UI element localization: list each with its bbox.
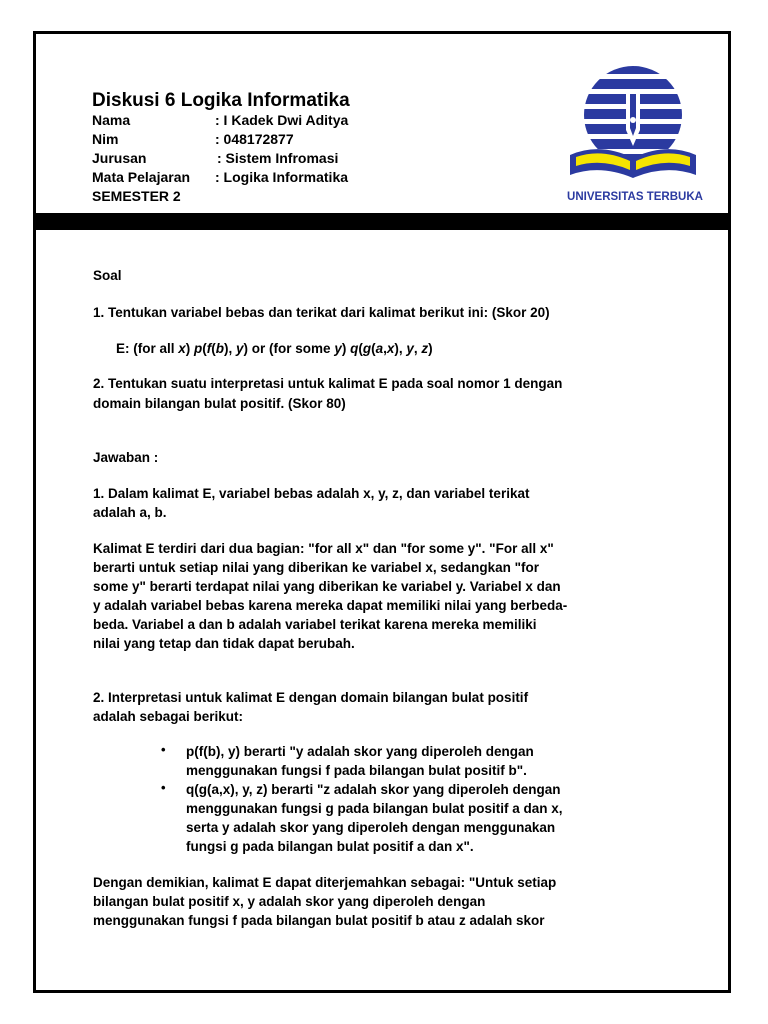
universitas-terbuka-logo bbox=[560, 60, 710, 206]
jawaban-heading: Jawaban : bbox=[93, 450, 159, 465]
logo-wordmark: UNIVERSITAS TERBUKA bbox=[567, 191, 703, 203]
explanation-line-3: some y" berarti terdapat nilai yang diberikan ke variabel y. Variabel x dan bbox=[93, 579, 561, 594]
soal-heading: Soal bbox=[93, 268, 122, 283]
logo-emblem-icon bbox=[560, 60, 710, 206]
explanation-line-1: Kalimat E terdiri dari dua bagian: "for all x" dan "for some y". "For all x" bbox=[93, 541, 554, 556]
field-label-nim: Nim bbox=[92, 131, 119, 147]
explanation-line-2: berarti untuk setiap nilai yang diberikan ke variabel x, sedangkan "for bbox=[93, 560, 540, 575]
bullet-2-line-3: serta y adalah skor yang diperoleh dengan menggunakan bbox=[186, 820, 556, 835]
field-label-mata-pelajaran: Mata Pelajaran bbox=[92, 169, 191, 185]
formula-e: E: (for all x) p(f(b), y) or (for some y) q(g(a,x), y, z) bbox=[116, 341, 433, 356]
question-2-line-1: 2. Tentukan suatu interpretasi untuk kalimat E pada soal nomor 1 dengan bbox=[93, 376, 563, 391]
field-value-nama: : I Kadek Dwi Aditya bbox=[215, 112, 349, 128]
question-2-line-2: domain bilangan bulat positif. (Skor 80) bbox=[93, 396, 346, 411]
closing-line-2: bilangan bulat positif x, y adalah skor yang diperoleh dengan bbox=[93, 894, 486, 909]
question-1: 1. Tentukan variabel bebas dan terikat dari kalimat berikut ini: (Skor 20) bbox=[93, 305, 550, 320]
explanation-line-5: beda. Variabel a dan b adalah variabel terikat karena mereka memiliki bbox=[93, 617, 537, 632]
field-value-jurusan: : Sistem Infromasi bbox=[217, 150, 339, 166]
bullet-marker: • bbox=[161, 742, 166, 757]
field-label-nama: Nama bbox=[92, 112, 131, 128]
semester-label: SEMESTER 2 bbox=[92, 188, 181, 204]
header-divider-bar bbox=[33, 213, 731, 230]
explanation-line-6: nilai yang tetap dan tidak dapat berubah. bbox=[93, 636, 355, 651]
student-info bbox=[92, 112, 392, 212]
document-title: Diskusi 6 Logika Informatika bbox=[92, 90, 350, 111]
field-label-jurusan: Jurusan bbox=[92, 150, 147, 166]
field-value-mata-pelajaran: : Logika Informatika bbox=[215, 169, 349, 185]
answer-2-line-1: 2. Interpretasi untuk kalimat E dengan domain bilangan bulat positif bbox=[93, 690, 529, 705]
answer-2-line-2: adalah sebagai berikut: bbox=[93, 709, 244, 724]
bullet-1-line-1: p(f(b), y) berarti "y adalah skor yang diperoleh dengan bbox=[186, 744, 534, 759]
answer-1-line-1: 1. Dalam kalimat E, variabel bebas adalah x, y, z, dan variabel terikat bbox=[93, 486, 530, 501]
bullet-2-line-1: q(g(a,x), y, z) berarti "z adalah skor yang diperoleh dengan bbox=[186, 782, 561, 797]
field-value-nim: : 048172877 bbox=[215, 131, 294, 147]
bullet-2-line-4: fungsi g pada bilangan bulat positif a dan x". bbox=[186, 839, 474, 854]
bullet-marker: • bbox=[161, 780, 166, 795]
bullet-1-line-2: menggunakan fungsi f pada bilangan bulat positif b". bbox=[186, 763, 527, 778]
closing-line-3: menggunakan fungsi f pada bilangan bulat positif b atau z adalah skor bbox=[93, 913, 545, 928]
bullet-2-line-2: menggunakan fungsi g pada bilangan bulat positif a dan x, bbox=[186, 801, 563, 816]
explanation-line-4: y adalah variabel bebas karena mereka dapat memiliki nilai yang berbeda- bbox=[93, 598, 568, 613]
closing-line-1: Dengan demikian, kalimat E dapat diterjemahkan sebagai: "Untuk setiap bbox=[93, 875, 557, 890]
answer-1-line-2: adalah a, b. bbox=[93, 505, 167, 520]
